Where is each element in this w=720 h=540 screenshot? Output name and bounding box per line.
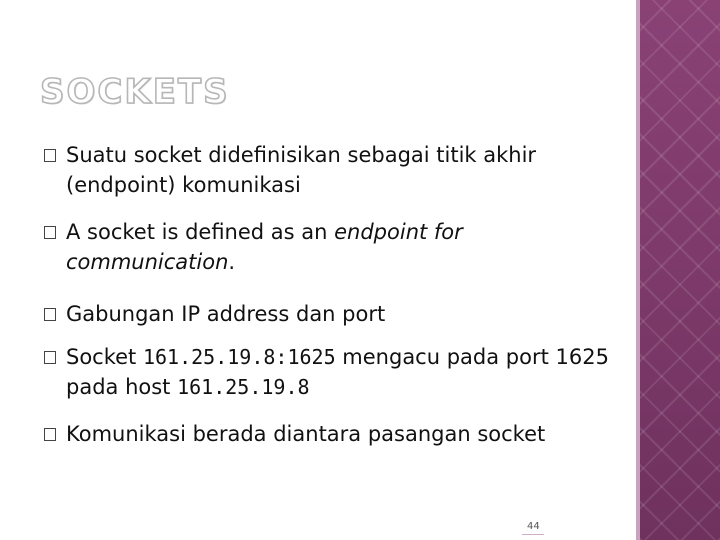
bullet-box-icon — [44, 226, 56, 239]
bullet-box-icon — [44, 428, 56, 441]
bullet-list — [44, 140, 624, 449]
page-number: 44 — [527, 521, 540, 532]
bullet-text — [66, 342, 624, 402]
host-address: 161.25.19.8 — [177, 375, 310, 399]
bullet-item — [44, 342, 624, 402]
bullet-item — [44, 299, 624, 329]
bullet-item — [44, 217, 624, 277]
bullet-text — [66, 217, 624, 277]
bullet-text: Gabungan IP address dan port — [66, 302, 386, 326]
bullet-text-part: . — [228, 250, 236, 274]
bullet-box-icon — [44, 149, 56, 162]
bullet-item — [44, 419, 624, 449]
bullet-text: Komunikasi berada diantara pasangan socket — [66, 422, 546, 446]
slide-title: SOCKETS — [40, 72, 230, 112]
bullet-text: Suatu socket didefinisikan sebagai titik akhir (endpoint) komunikasi — [66, 143, 537, 197]
bullet-text-emphasis: endpoint for communication — [66, 220, 463, 274]
bullet-text-part: mengacu pada port 1625 pada host — [66, 345, 609, 399]
bullet-text-part: A socket is defined as an — [66, 220, 335, 244]
bullet-item — [44, 140, 624, 200]
page-number-underline — [522, 534, 544, 535]
socket-address: 161.25.19.8:1625 — [142, 345, 336, 369]
bullet-text-part: Socket — [66, 345, 143, 369]
bullet-box-icon — [44, 308, 56, 321]
decorative-side-panel — [640, 0, 720, 540]
bullet-box-icon — [44, 351, 56, 364]
